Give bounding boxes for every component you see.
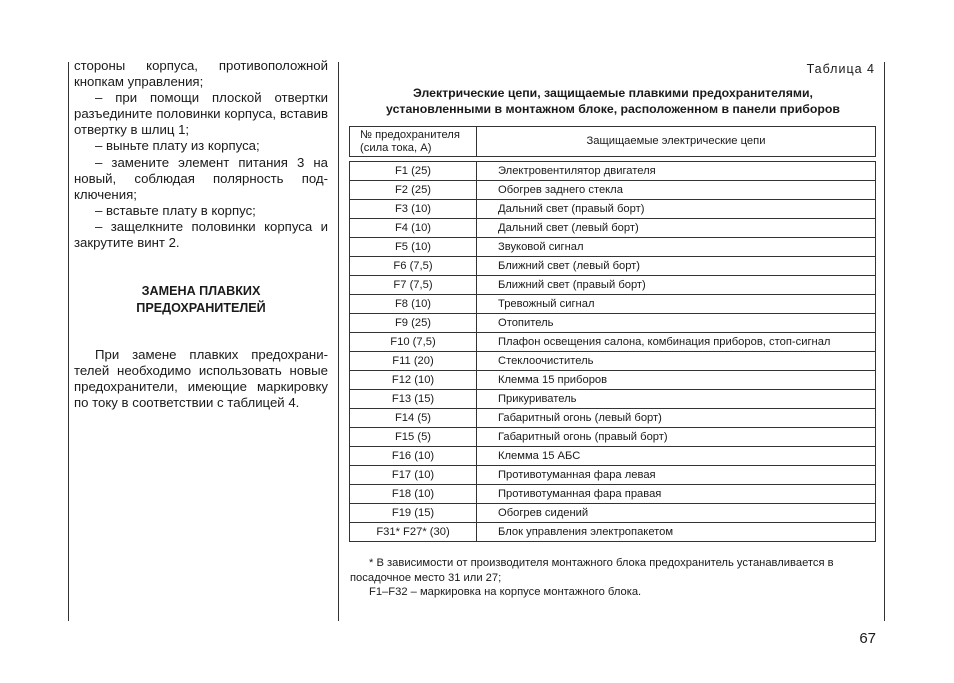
circuit-cell: Стеклоочиститель: [477, 352, 876, 371]
header-circuits: Защищаемые электрические цепи: [477, 127, 876, 157]
circuit-cell: Тревожный сигнал: [477, 295, 876, 314]
fuse-cell: F17 (10): [350, 466, 477, 485]
circuit-cell: Обогрев сидений: [477, 504, 876, 523]
paragraph-3: – выньте плату из корпуса;: [95, 138, 260, 154]
fuse-cell: F9 (25): [350, 314, 477, 333]
table-row: [350, 200, 876, 219]
fuse-cell: F5 (10): [350, 238, 477, 257]
circuit-cell: Отопитель: [477, 314, 876, 333]
page-number: 67: [859, 630, 876, 647]
fuse-cell: F10 (7,5): [350, 333, 477, 352]
header-fuse-line-2: (сила тока, А): [360, 141, 432, 154]
circuit-cell: Габаритный огонь (левый борт): [477, 409, 876, 428]
table-row: [350, 162, 876, 181]
table-row: [350, 295, 876, 314]
table-body: [350, 157, 876, 542]
table-caption-line-1: Электрические цепи, защищаемые плавкими предохранителями,: [413, 86, 813, 100]
table-row: [350, 409, 876, 428]
circuit-cell: Обогрев заднего стекла: [477, 181, 876, 200]
circuit-cell: Противотуманная фара левая: [477, 466, 876, 485]
fuse-cell: F2 (25): [350, 181, 477, 200]
fuse-cell: F3 (10): [350, 200, 477, 219]
section-title: [74, 283, 328, 316]
circuit-cell: Клемма 15 АБС: [477, 447, 876, 466]
right-margin-rule: [884, 62, 885, 621]
fuse-cell: F19 (15): [350, 504, 477, 523]
fuse-cell: F8 (10): [350, 295, 477, 314]
section-title-line-2: ПРЕДОХРАНИТЕЛЕЙ: [136, 300, 266, 315]
header-fuse-line-1: № предохранителя: [360, 128, 460, 141]
table-row: [350, 257, 876, 276]
paragraph-2: – при помощи плоской отвертки разъедините половинки корпуса, вставив отвертку в шлиц 1;: [74, 90, 328, 138]
fuse-cell: F14 (5): [350, 409, 477, 428]
table-row: [350, 504, 876, 523]
fuse-cell: F4 (10): [350, 219, 477, 238]
table-row: [350, 466, 876, 485]
column-divider-rule: [338, 62, 339, 621]
table-row: [350, 276, 876, 295]
circuit-cell: Дальний свет (левый борт): [477, 219, 876, 238]
circuit-cell: Клемма 15 приборов: [477, 371, 876, 390]
table-row: [350, 219, 876, 238]
circuit-cell: Габаритный огонь (правый борт): [477, 428, 876, 447]
table-row: [350, 314, 876, 333]
circuit-cell: Прикуриватель: [477, 390, 876, 409]
header-fuse-number: [350, 127, 477, 157]
fuse-cell: F12 (10): [350, 371, 477, 390]
table-row: [350, 352, 876, 371]
circuit-cell: Блок управления электропакетом: [477, 523, 876, 542]
fuse-cell: F31* F27* (30): [350, 523, 477, 542]
table-row: [350, 447, 876, 466]
circuit-cell: Плафон освещения салона, комбинация приборов, стоп-сигнал: [477, 333, 876, 352]
table-caption: [350, 86, 876, 117]
footnote-1: * В зависимости от производителя монтажного блока предохранитель устанавливается в посадочное место 31 или 27;: [350, 557, 834, 584]
left-column: [74, 58, 328, 412]
fuse-cell: F7 (7,5): [350, 276, 477, 295]
left-margin-rule: [68, 62, 69, 621]
circuit-cell: Противотуманная фара правая: [477, 485, 876, 504]
table-row: [350, 390, 876, 409]
table-row: [350, 523, 876, 542]
circuit-cell: Дальний свет (правый борт): [477, 200, 876, 219]
fuse-cell: F16 (10): [350, 447, 477, 466]
fuse-cell: F11 (20): [350, 352, 477, 371]
circuit-cell: Ближний свет (левый борт): [477, 257, 876, 276]
table-row: [350, 181, 876, 200]
table-row: [350, 428, 876, 447]
table-row: [350, 485, 876, 504]
circuit-cell: Ближний свет (правый борт): [477, 276, 876, 295]
circuit-cell: Электровентилятор двигателя: [477, 162, 876, 181]
footnote-2: F1–F32 – маркировка на корпусе монтажного блока.: [369, 586, 642, 598]
fuse-cell: F15 (5): [350, 428, 477, 447]
fuse-cell: F1 (25): [350, 162, 477, 181]
section-title-line-1: ЗАМЕНА ПЛАВКИХ: [141, 284, 261, 299]
paragraph-5: – вставьте плату в корпус;: [95, 202, 256, 218]
fuse-cell: F18 (10): [350, 485, 477, 504]
paragraph-1: стороны корпуса, противоположной кнопкам управления;: [74, 58, 328, 90]
fuse-table: [349, 126, 876, 542]
table-header-row: [350, 127, 876, 157]
fuse-cell: F13 (15): [350, 390, 477, 409]
fuse-cell: F6 (7,5): [350, 257, 477, 276]
section-paragraph: При замене плавких предохранителей необходимо использовать новые предохранители, имеющие маркировку по току в соответствии с таблицей 4.: [74, 347, 328, 411]
table-row: [350, 333, 876, 352]
paragraph-4: – замените элемент питания 3 на новый, соблюдая полярность подключения;: [74, 154, 328, 202]
table-row: [350, 238, 876, 257]
circuit-cell: Звуковой сигнал: [477, 238, 876, 257]
table-label: Таблица 4: [806, 62, 875, 76]
table-footnote: [350, 556, 876, 600]
table-caption-line-2: установленными в монтажном блоке, расположенном в панели приборов: [386, 101, 840, 116]
paragraph-6: – защелкните половинки корпуса и закрутите винт 2.: [74, 218, 328, 251]
table-row: [350, 371, 876, 390]
